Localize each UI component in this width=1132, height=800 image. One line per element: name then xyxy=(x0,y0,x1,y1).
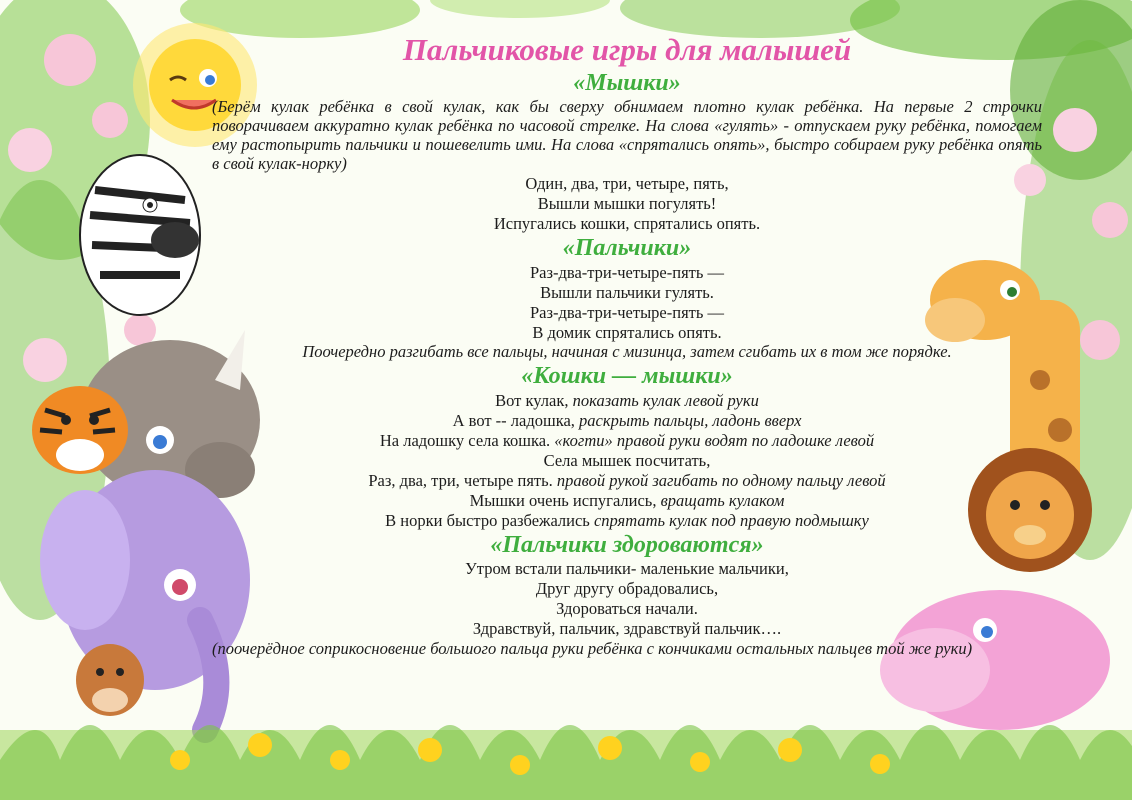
poem-text: Раз, два, три, четыре пять. xyxy=(368,470,557,490)
page-title: Пальчиковые игры для малышей xyxy=(402,32,852,67)
poem-text: А вот -- ладошка, xyxy=(452,411,580,431)
tiger-illustration xyxy=(32,386,128,474)
poem-line: Один, два, три, четыре, пять, xyxy=(525,174,729,194)
section-note-palchiki-zdorovayutsya: (поочерёдное соприкосновение большого пальца руки ребёнка с кончиками остальных пальцев той же руки) xyxy=(212,639,973,659)
poem-line: Вышли мышки погулять! xyxy=(537,194,717,214)
squirrel-illustration xyxy=(76,644,144,716)
poem-line: Вышли пальчики гулять. xyxy=(540,282,714,302)
poem-line: Здравствуй, пальчик, здравствуй пальчик…. xyxy=(472,619,782,639)
poem-line xyxy=(212,512,1042,531)
poem-text: В норки быстро разбежались xyxy=(385,510,594,530)
poem-action: спрятать кулак под правую подмышку xyxy=(593,510,869,530)
poem-line: Утром встали пальчики- маленькие мальчики, xyxy=(465,559,789,579)
poem-line xyxy=(212,432,1042,451)
poem-action: вращать кулаком xyxy=(660,490,785,510)
poem-line xyxy=(212,452,1042,471)
poem-line: Испугались кошки, спрятались опять. xyxy=(493,214,761,234)
content xyxy=(212,32,1042,659)
poem-text: Села мышек посчитать, xyxy=(543,450,711,470)
poem-action: раскрыть пальцы, ладонь вверх xyxy=(579,411,802,431)
poem-action: «когти» правой руки водят по ладошке левой xyxy=(554,430,875,450)
poem-line: Раз-два-три-четыре-пять — xyxy=(529,302,725,322)
poem-text: Мышки очень испугались, xyxy=(469,490,661,510)
poem-line xyxy=(212,492,1042,511)
poem-text: Вот кулак, xyxy=(495,391,573,411)
section-heading-myshki: «Мышки» xyxy=(573,69,681,96)
poem-line xyxy=(212,392,1042,411)
poem-action: показать кулак левой руки xyxy=(572,391,759,411)
poem-line xyxy=(212,412,1042,431)
poem-action: правой рукой загибать по одному пальцу левой xyxy=(556,470,886,490)
section-instruction-palchiki: Поочередно разгибать все пальцы, начиная с мизинца, затем сгибать их в том же порядке. xyxy=(302,342,952,362)
section-heading-palchiki: «Пальчики» xyxy=(562,235,692,262)
section-heading-palchiki-zdorovayutsya: «Пальчики здороваются» xyxy=(490,531,764,558)
poem-text: На ладошку села кошка. xyxy=(379,430,555,450)
poem-line: Здороваться начали. xyxy=(556,599,698,619)
bottom-grass xyxy=(0,725,1132,800)
section-heading-koshki-myshki: «Кошки — мышки» xyxy=(521,363,733,390)
poem-line xyxy=(212,472,1042,491)
zebra-illustration xyxy=(80,155,200,315)
poem-line: Раз-два-три-четыре-пять — xyxy=(529,262,725,282)
poem-line: В домик спрятались опять. xyxy=(532,322,722,342)
section-note-myshki: (Берём кулак ребёнка в свой кулак, как бы сверху обнимаем плотно кулак ребёнка. На первые 2 строчки поворачиваем аккуратно кулак ребёнка по часовой стрелке. На слова «гулять» - отпускаем руку ребёнка, помогаем ему растопырить пальчики и пошевелить ими. На слова «спрятались опять», быстро собираем руку ребёнка опять в свой кулак-норку) xyxy=(212,97,1042,174)
poem-line: Друг другу обрадовались, xyxy=(535,579,719,599)
